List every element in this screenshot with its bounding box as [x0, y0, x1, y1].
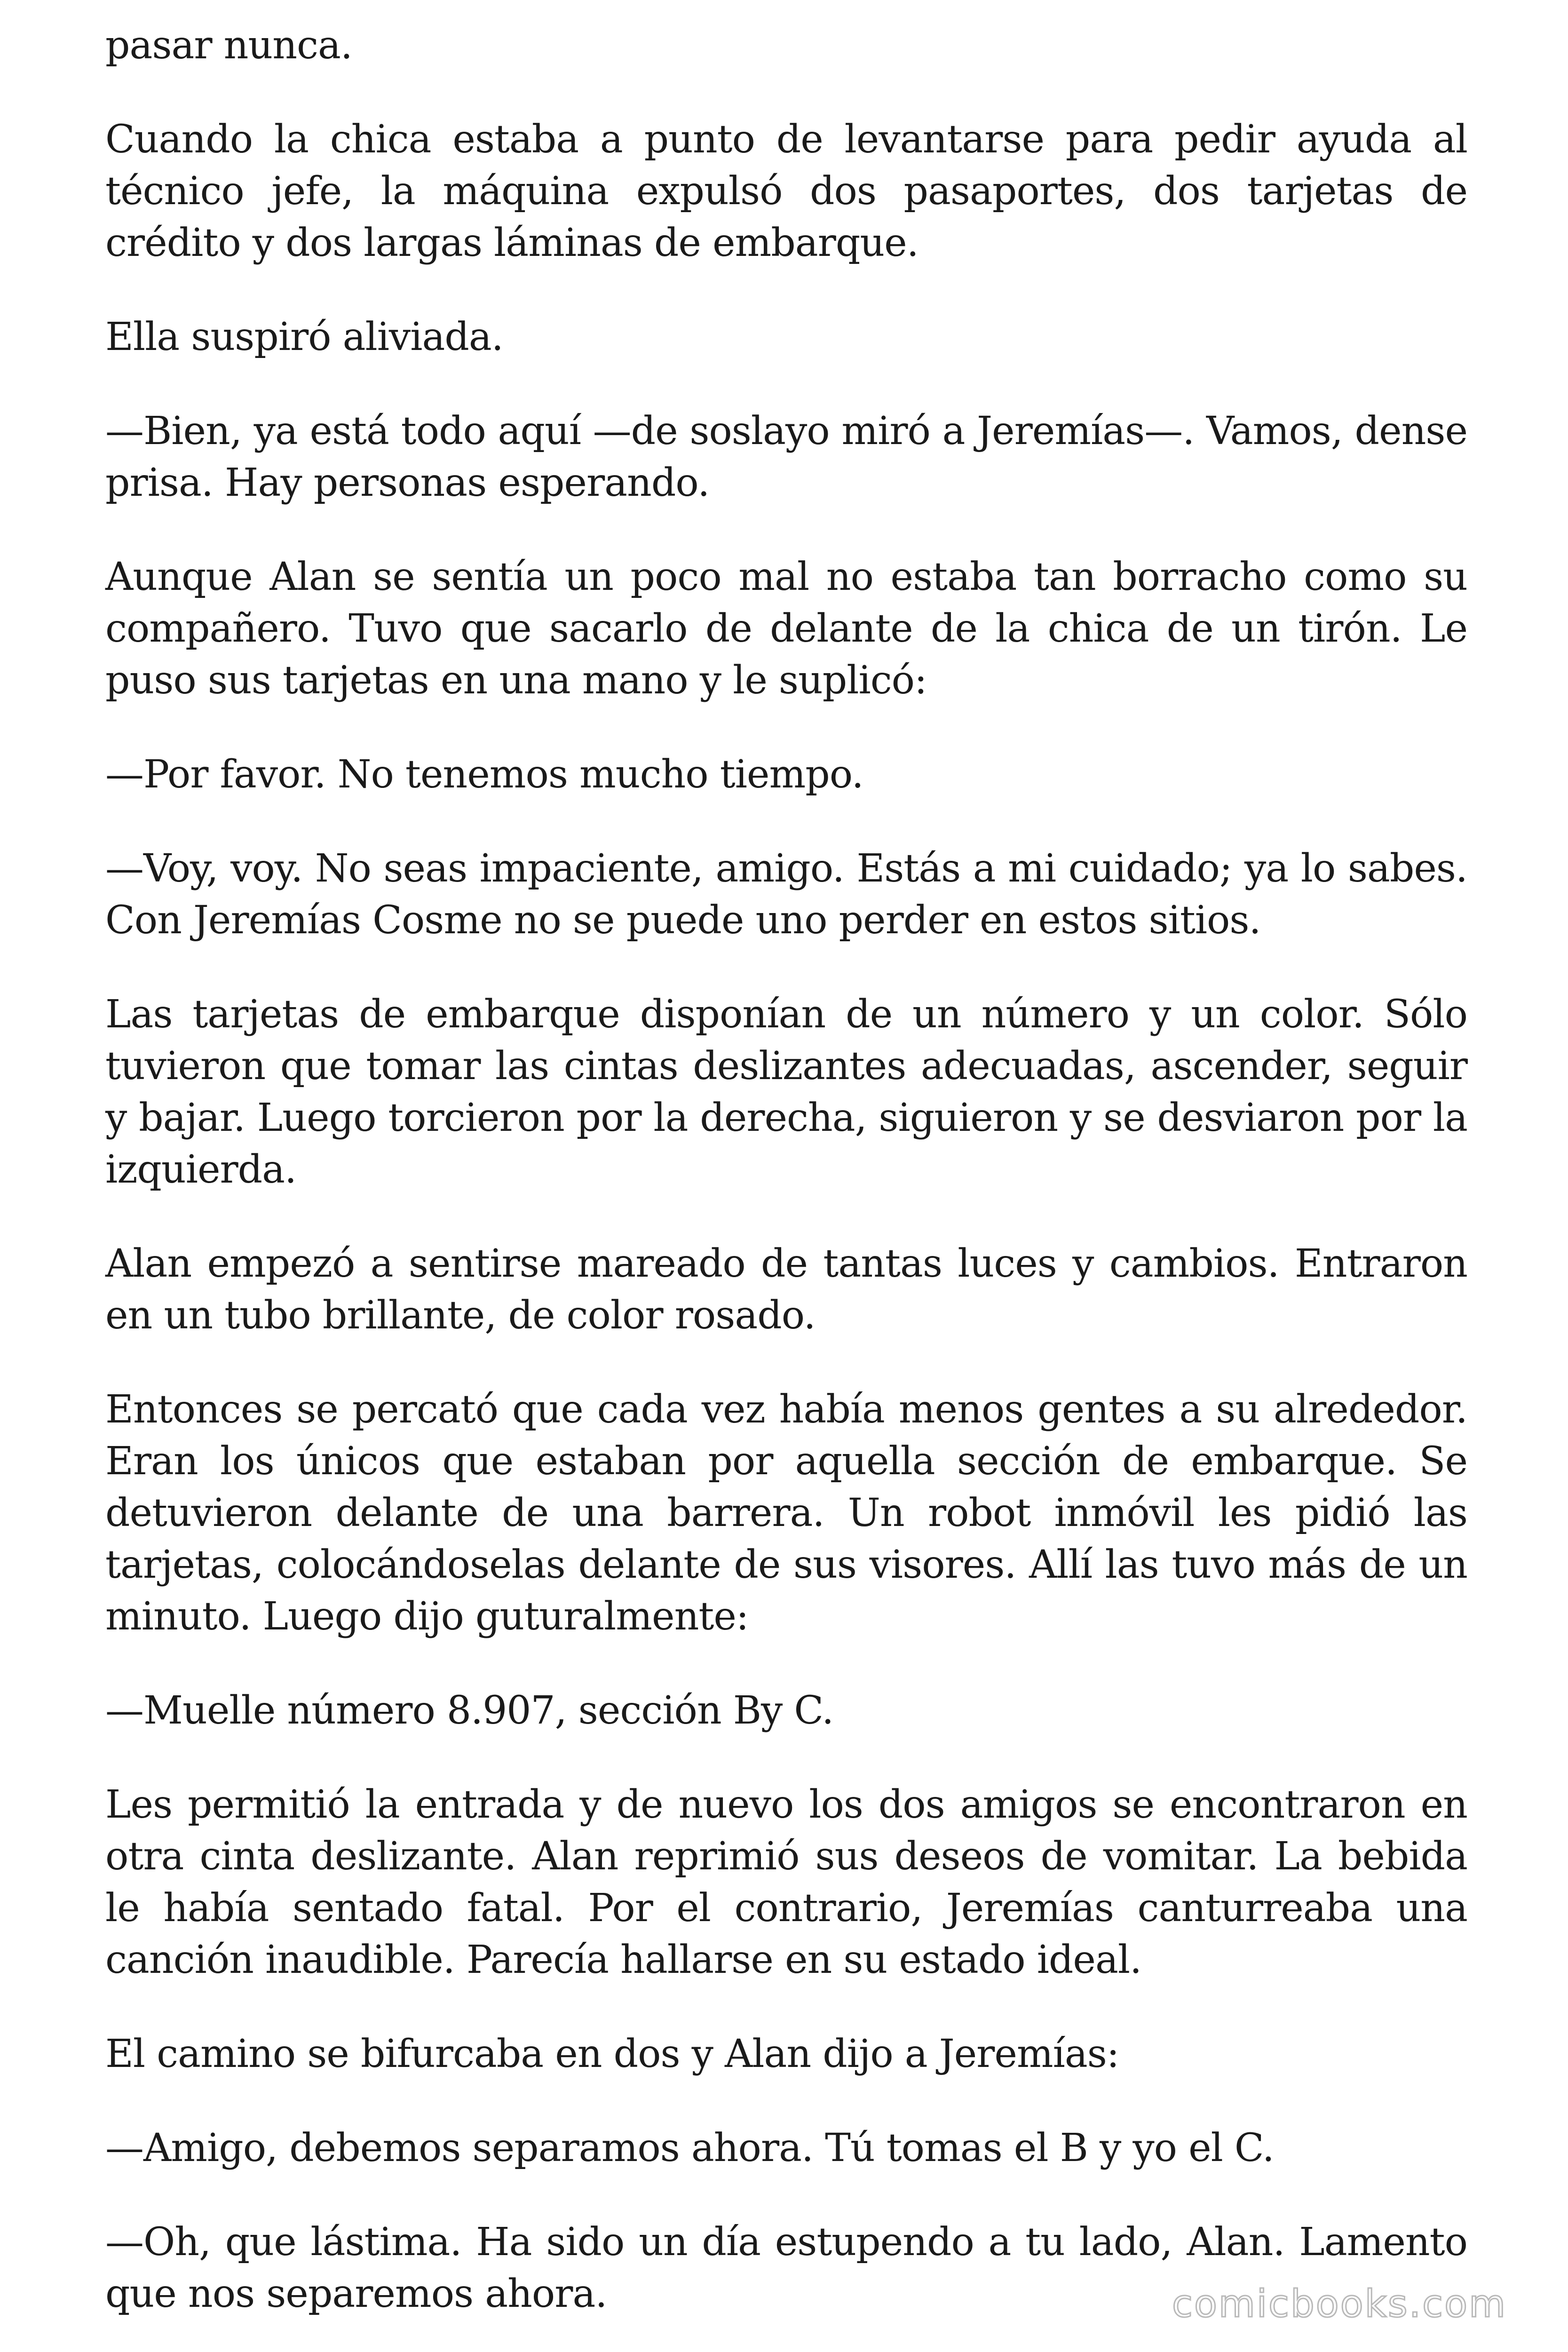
paragraph: pasar nunca. [105, 23, 352, 68]
paragraph: —Oh, que lástima. Ha sido un día estupendo a tu lado, Alan. Lamento que nos separemos ahora. [105, 2220, 1467, 2316]
paragraph: Aunque Alan se sentía un poco mal no estaba tan borracho como su compañero. Tuvo que sacarlo de delante de la chica de un tirón. Le puso sus tarjetas en una mano y le suplicó: [105, 555, 1467, 703]
paragraph: El camino se bifurcaba en dos y Alan dijo a Jeremías: [105, 2032, 1119, 2076]
document-page [105, 0, 1467, 2352]
paragraph: Cuando la chica estaba a punto de levantarse para pedir ayuda al técnico jefe, la máquina expulsó dos pasaportes, dos tarjetas de crédito y dos largas láminas de embarque. [105, 117, 1467, 265]
paragraph: Alan empezó a sentirse mareado de tantas luces y cambios. Entraron en un tubo brillante, de color rosado. [105, 1241, 1467, 1338]
paragraph: Les permitió la entrada y de nuevo los dos amigos se encontraron en otra cinta deslizante. Alan reprimió sus deseos de vomitar. La bebida le había sentado fatal. Por el contrario, Jeremías canturreaba una canción inaudible. Parecía hallarse en su estado ideal. [105, 1782, 1467, 1982]
paragraph: —Amigo, debemos separamos ahora. Tú tomas el B y yo el C. [105, 2126, 1274, 2170]
paragraph: —Bien, ya está todo aquí —de soslayo miró a Jeremías—. Vamos, dense prisa. Hay personas esperando. [105, 409, 1467, 505]
paragraph: Las tarjetas de embarque disponían de un número y un color. Sólo tuvieron que tomar las cintas deslizantes adecuadas, ascender, seguir y bajar. Luego torcieron por la derecha, siguieron y se desviaron por la izquierda. [105, 992, 1467, 1192]
paragraph: —Por favor. No tenemos mucho tiempo. [105, 752, 863, 797]
watermark: comicbooks.com [1172, 2282, 1507, 2326]
paragraph: Ella suspiró aliviada. [105, 315, 503, 359]
paragraph: —Muelle número 8.907, sección By C. [105, 1688, 834, 1733]
paragraph: —Voy, voy. No seas impaciente, amigo. Estás a mi cuidado; ya lo sabes. Con Jeremías Cosme no se puede uno perder en estos sitios. [105, 846, 1467, 943]
paragraph: Entonces se percató que cada vez había menos gentes a su alrededor. Eran los únicos que estaban por aquella sección de embarque. Se detuvieron delante de una barrera. Un robot inmóvil les pidió las tarjetas, colocándoselas delante de sus visores. Allí las tuvo más de un minuto. Luego dijo guturalmente: [105, 1387, 1467, 1639]
